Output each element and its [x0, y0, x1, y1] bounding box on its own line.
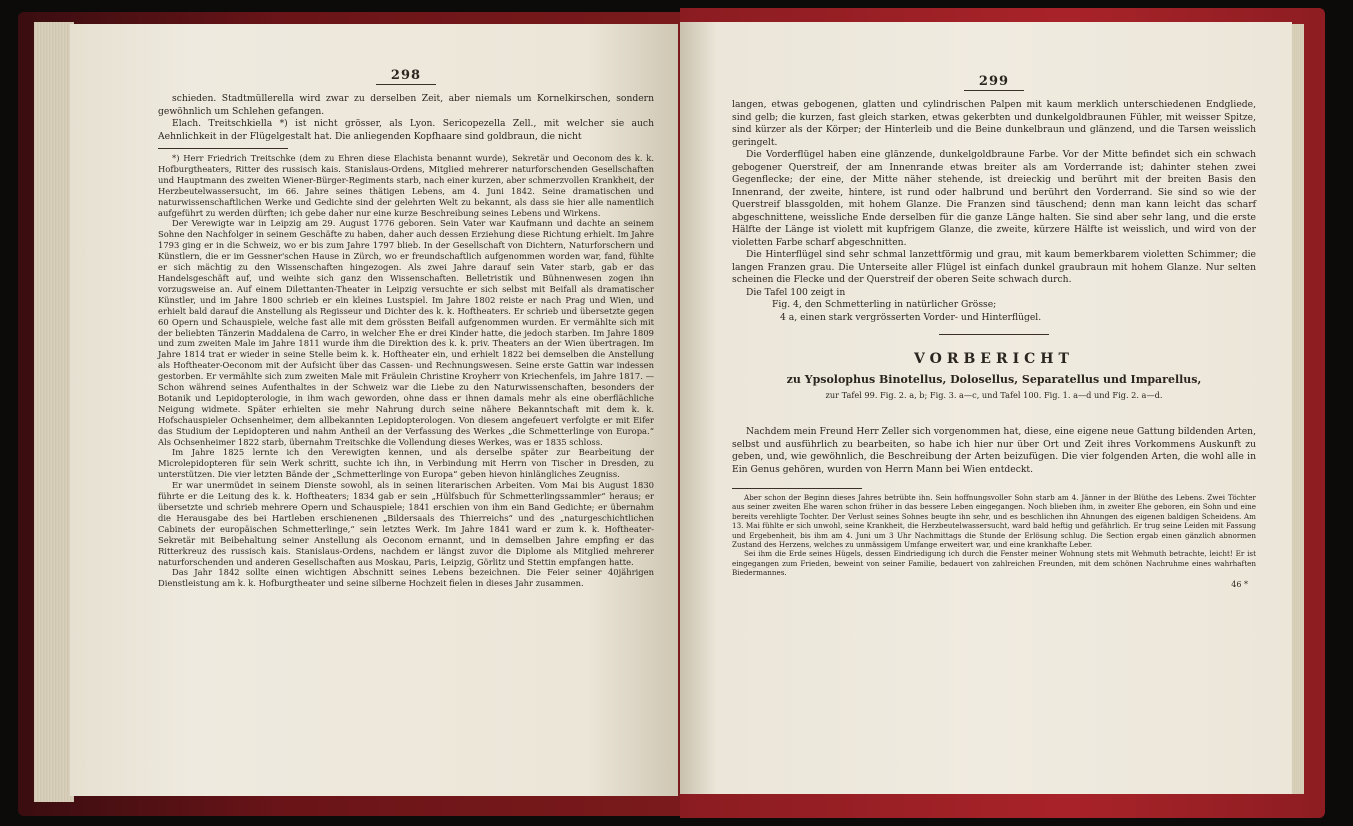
body-text [732, 426, 1256, 476]
intro-text [158, 93, 654, 143]
paragraph: Der Verewigte war in Leipzig am 29. August 1776 geboren. Sein Vater war Kaufmann und dachte an seinem Sohne den Nachfolger in seinem Geschäfte zu haben, daher auch dessen Erziehung diese Richtung erhielt. Im Jahre 1793 ging er in die Schweiz, wo er bis zum Jahre 1797 blieb. In der Gesellschaft von Dichtern, Naturforschern und Künstlern, die er im Gessner'schen Hause in Zürch, wo er freundschaftlich aufgenommen worden war, fand, fühlte er sich mächtig zu den Wissenschaften hingezogen. Als zwei Jahre darauf sein Vater starb, gab er das Handelsgeschäft auf, und weihte sich ganz den Wissenschaften. Belletristik und Bühnenwesen zogen ihn vorzugsweise an. Auf einem Dilettanten-Theater in Leipzig versuchte er sich selbst mit Beifall als dramatischer Künstler, und im Jahre 1800 schrieb er ein kleines Lustspiel. Im Jahre 1802 reiste er nach Prag und Wien, und erhielt bald darauf die Anstellung als Regisseur und Dichter des k. k. Hoftheaters. Er schrieb und übersetzte gegen 60 Opern und Schauspiele, welche fast alle mit dem grössten Beifall aufgenommen wurden. Er vermählte sich mit der beliebten Tänzerin Maddalena de Carro, in welcher Ehe er drei Kinder hatte, die jedoch starben. Im Jahre 1809 und zum zweiten Male im Jahre 1811 wurde ihm die Direktion des k. k. priv. Theaters an der Wien übertragen. Im Jahre 1814 trat er wieder in seine Stelle beim k. k. Hoftheater ein, und erhielt 1822 bei demselben die Anstellung als Hoftheater-Oeconom mit der Aufsicht über das Cassen- und Rechnungswesen. Seine erste Gattin war indessen gestorben. Er vermählte sich zum zweiten Male mit Fräulein Christine Kroyherr von Kriechenfels, im Jahre 1817. — Schon während seines Aufenthaltes in der Schweiz war die Liebe zu den Naturwissenschaften, besonders der Botanik und Lepidopterologie, in ihm wach geworden, ohne dass er ihnen damals mehr als eine oberflächliche Neigung widmete. Später erhielten sie mehr Nahrung durch seine nähere Bekanntschaft mit dem k. k. Hofschauspieler Ochsenheimer, dem allbekannten Lepidopterologen. Von diesem angefeuert verfolgte er mit Eifer das Studium der Lepidopteren und nahm Antheil an der Verfassung des Werkes „die Schmetterlinge von Europa.“ Als Ochsenheimer 1822 starb, übernahm Treitschke die Vollendung dieses Werkes, was er 1835 schloss. [158, 218, 654, 447]
paragraph: Er war unermüdet in seinem Dienste sowohl, als in seinen literarischen Arbeiten. Vom Mai bis August 1830 führte er die Leitung des k. k. Hoftheaters; 1834 gab er sein „Hülfsbuch für Schmetterlingssammler“ heraus; er übersetzte und schrieb mehrere Opern und Schauspiele; 1841 erschien von ihm ein Band Gedichte; er übernahm die Herausgabe des bei Hartleben erschienenen „Bildersaals des Thierreichs“ und des „naturgeschichtlichen Cabinets der europäischen Schmetterlinge,“ sein letztes Werk. Im Jahre 1841 ward er zum k. k. Hoftheater-Sekretär mit Beibehaltung seiner Anstellung als Oeconom ernannt, und in demselben Jahre empfing er das Ritterkreuz des russisch kais. Stanislaus-Ordens, nachdem er längst zuvor die Diplome als Mitglied mehrerer naturforschenden und anderen Gesellschaften aus Moskau, Paris, Leipzig, Görlitz und Stettin empfangen hatte. [158, 480, 654, 567]
left-page [70, 24, 678, 796]
footnote-rule [732, 488, 862, 489]
section-subheading: zu Ypsolophus Binotellus, Dolosellus, Separatellus und Imparellus, [786, 373, 1202, 386]
figure-item: 4 a, einen stark vergrösserten Vorder- und Hinterflügel. [780, 311, 1042, 323]
paragraph: langen, etwas gebogenen, glatten und cylindrischen Palpen mit kaum merklich unterschiedenen Endgliede, sind gelb; die kurzen, fast gleich starken, etwas gekerbten und dunkelgoldbraunen Fühler, mit weisser Spitze, sind kürzer als der Körper; der Hinterleib und die Beine dunkelbraun und glänzend, und die Tarsen weisslich geringelt. [732, 99, 1256, 148]
paragraph: Nachdem mein Freund Herr Zeller sich vorgenommen hat, diese, eine eigene neue Gattung bildenden Arten, selbst und ausführlich zu bearbeiten, so habe ich hier nur über Ort und Zeit ihres Vorkommens Auskunft zu geben, und, wie gewöhnlich, die Beschreibung der Arten beizufügen. Die vier folgenden Arten, die wohl alle in Ein Genus gehören, wurden von Herrn Mann bei Wien entdeckt. [732, 426, 1256, 475]
paragraph: *) Herr Friedrich Treitschke (dem zu Ehren diese Elachista benannt wurde), Sekretär und Oeconom des k. k. Hofburgtheaters, Ritter des russisch kais. Stanislaus-Ordens, Mitglied mehrerer naturforschenden Gesellschaften und Hauptmann des zweiten Wiener-Bürger-Regiments starb, nach einer kurzen, aber schmerzvollen Krankheit, der Herzbeutelwassersucht, im 66. Jahre seines thätigen Lebens, am 4. Juni 1842. Seine dramatischen und naturwissenschaftlichen Werke und Gedichte sind der gelehrten Welt zu bekannt, als dass sie hier alle namentlich aufgeführt zu werden dürften; ich gebe daher nur eine kurze Beschreibung seines Lebens und Wirkens. [158, 153, 654, 218]
paragraph: Aber schon der Beginn dieses Jahres betrübte ihn. Sein hoffnungsvoller Sohn starb am 4. Jänner in der Blüthe des Lebens. Zwei Töchter aus seiner zweiten Ehe waren schon früher in das bessere Leben eingegangen. Noch blieben ihm, in zweiter Ehe geboren, ein Sohn und eine bereits verehligte Tochter. Der Verlust seines Sohnes beugte ihn sehr, und es beschlichen ihn Ahnungen des eigenen baldigen Scheidens. Am 13. Mai fühlte er sich unwohl, seine Krankheit, die Herzbeutelwassersucht, ward bald heftig und gefährlich. Er trug seine Leiden mit Fassung und Ergebenheit, bis ihm am 4. Juni um 3 Uhr Nachmittags die Stunde der Erlösung schlug. Die Section ergab einen gänzlich abnormen Zustand des Herzens, welches zu unmässigem Umfange erweitert war, und eine krankhafte Leber. [732, 493, 1256, 550]
section-rule [939, 334, 1049, 335]
paragraph: schieden. Stadtmüllerella wird zwar zu derselben Zeit, aber niemals um Kornelkirschen, sondern gewöhnlich um Schlehen gefangen. [158, 93, 654, 117]
paragraph: Sei ihm die Erde seines Hügels, dessen Eindriedigung ich durch die Fenster meiner Wohnung stets mit Wehmuth betrachte, leicht! Er ist eingegangen zum Frieden, beweint von seiner Familie, bedauert von zahlreichen Freunden, mit dem schönen Nachruhme eines wahrhaften Biedermannes. [732, 549, 1256, 578]
footnote-rule [158, 148, 288, 149]
paragraph: Die Vorderflügel haben eine glänzende, dunkelgoldbraune Farbe. Vor der Mitte befindet sich ein schwach gebogener Querstreif, der am Innenrande etwas breiter als am Vorderrande ist; dahinter stehen zwei Gegenflecke; der eine, der Mitte näher stehende, ist dreieckig und berührt mit der breiten Basis den Innenrand, der zweite, hintere, ist rund oder halbrund und berührt den Vorderrand. Sie sind so wie der Querstreif blassgolden, mit hohem Glanze. Die Franzen sind täuschend; denn man kann leicht das scharf abgeschnittene, weissliche Ende derselben für die ganze Länge halten. Sie sind aber sehr lang, und die erste Hälfte der Länge ist violett mit kupfrigem Glanze, die zweite, kürzere Hälfte ist weisslich, und wird von der violetten Farbe scharf abgeschnitten. [732, 149, 1256, 248]
footnote [732, 493, 1256, 578]
page-stack-right [1290, 24, 1304, 794]
paragraph: Die Hinterflügel sind sehr schmal lanzettförmig und grau, mit kaum bemerkbarem violetten Schimmer; die langen Franzen grau. Die Unterseite aller Flügel ist einfach dunkel graubraun mit hohem Glanze. Nur selten scheinen die Flecke und der Querstreif der oberen Seite schwach durch. [732, 249, 1256, 285]
footnote [158, 153, 654, 589]
right-page [680, 22, 1292, 794]
figure-list [732, 299, 1256, 324]
paragraph: Im Jahre 1825 lernte ich den Verewigten kennen, und als derselbe später zur Bearbeitung der Microlepidopteren für sein Werk schritt, suchte ich ihn, in Verbindung mit Herrn von Tischer in Dresden, zu unterstützen. Die vier letzten Bände der „Schmetterlinge von Europa“ geben hievon hinlängliches Zeugniss. [158, 447, 654, 480]
section-heading: VORBERICHT [914, 351, 1074, 367]
section-plate-reference: zur Tafel 99. Fig. 2. a, b; Fig. 3. a—c, und Tafel 100. Fig. 1. a—d und Fig. 2. a—d. [825, 390, 1163, 400]
paragraph: Elach. Treitschkiella *) ist nicht grösser, als Lyon. Sericopezella Zell., mit welcher sie auch Aehnlichkeit in der Flügelgestalt hat. Die anliegenden Kopfhaare sind goldbraun, die nicht [158, 118, 654, 142]
paragraph: Die Tafel 100 zeigt in [746, 286, 846, 298]
page-number: 298 [376, 68, 436, 85]
paragraph: Das Jahr 1842 sollte einen wichtigen Abschnitt seines Lebens bezeichnen. Die Feier seiner 40jährigen Dienstleistung am k. k. Hofburgtheater und seine silberne Hochzeit fielen in dieses Jahr zusammen. [158, 567, 654, 589]
intro-text [732, 99, 1256, 299]
signature-mark: 46 * [1231, 579, 1248, 589]
figure-item: Fig. 4, den Schmetterling in natürlicher Grösse; [772, 299, 997, 310]
page-stack-left [34, 22, 74, 802]
page-number: 299 [964, 74, 1024, 91]
